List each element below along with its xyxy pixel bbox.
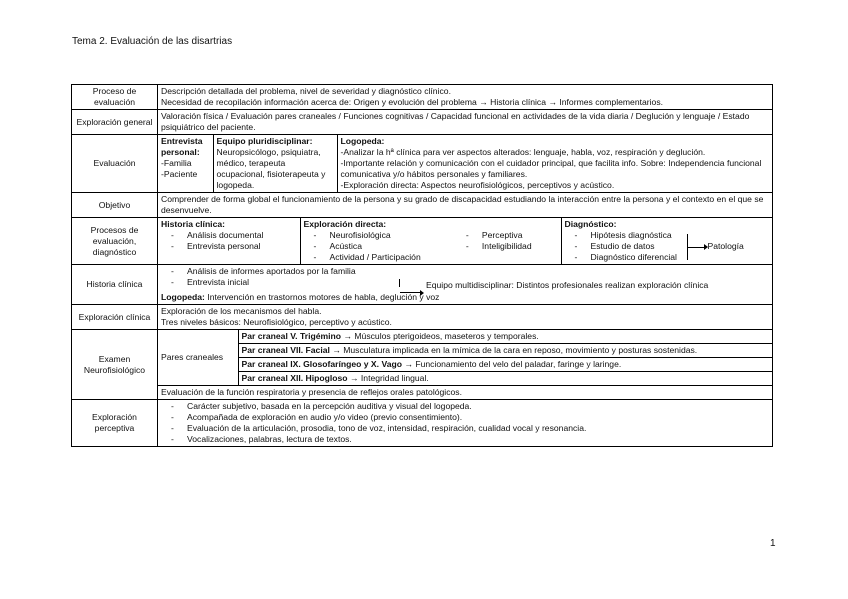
text-line: -Analizar la hª clínica para ver aspectos alterados: lenguaje, habla, voz, respiración y deglución. [340,147,706,157]
par-craneal: Par craneal XII. Hipogloso → Integridad lingual. [238,372,772,386]
equipo-title: Equipo pluridisciplinar: [216,136,313,146]
list-item: - Actividad / Participación [304,252,456,263]
list-item-text: - Entrevista inicial [187,277,250,287]
arrow-right-icon [688,244,708,250]
list-item [161,277,769,291]
logopeda-cell [337,135,772,192]
list-item: - Análisis de informes aportados por la familia [161,266,769,277]
diagnostico-title: Diagnóstico: [564,219,617,229]
par-craneal: Par craneal IX. Glosofaríngeo y X. Vago → Funcionamiento del velo del paladar, faringe y laringe. [238,358,772,372]
par-craneal: Par craneal V. Trigémino → Músculos pterigoideos, maseteros y temporales. [238,330,772,344]
entrevista-title: Entrevista personal: [161,136,203,157]
row-evaluacion [72,135,773,193]
row-label: Exploración perceptiva [72,400,158,447]
list-item: - Vocalizaciones, palabras, lectura de textos. [161,434,769,445]
list-item: - Perceptiva [456,230,558,241]
equipo-cell [213,135,337,192]
list-item: - Hipótesis diagnóstica [565,230,681,241]
page-number: 1 [770,538,776,549]
list-item: -Paciente [161,169,198,179]
examen-footer: Evaluación de la función respiratoria y presencia de reflejos orales patológicos. [158,386,772,400]
list-item: - Acompañada de exploración en audio y/o video (previo consentimiento). [161,412,769,423]
patologia-label: Patología [707,241,744,251]
row-objetivo [72,193,773,218]
row-label: Proceso de evaluación [72,85,158,110]
row-procesos [72,218,773,265]
list-item: -Familia [161,158,192,168]
arrow-right-icon [399,277,424,291]
row-label: Procesos de evaluación, diagnóstico [72,218,158,265]
evaluation-table [71,84,773,447]
row-proceso [72,85,773,110]
list-item: - Diagnóstico diferencial [565,252,681,263]
row-label: Exploración general [72,110,158,135]
text-line: Descripción detallada del problema, nivel de severidad y diagnóstico clínico. [161,86,451,96]
equipo-text: Equipo multidisciplinar: Distintos profesionales realizan exploración clínica [426,280,709,290]
exploracion-title: Exploración directa: [303,219,387,229]
text-line: Necesidad de recopilación información acerca de: Origen y evolución del problema → Historia clínica → Informes complementarios. [161,97,664,107]
row-historia-clinica [72,265,773,305]
list-item: - Estudio de datos [565,241,681,252]
page-header: Tema 2. Evaluación de las disartrias [72,36,233,47]
text-block: Valoración física / Evaluación pares craneales / Funciones cognitivas / Capacidad funcional en actividades de la vida diaria / Deglución y lenguaje / Estado psiquiátrico del paciente. [158,110,773,135]
logopeda-text: Intervención en trastornos motores de habla, deglución y voz [204,292,440,302]
logopeda-title: Logopeda: [161,292,205,302]
row-label: Objetivo [72,193,158,218]
row-perceptiva [72,400,773,447]
row-label: Examen Neurofisiológico [72,330,158,400]
historia-cell [158,218,300,264]
historia-title: Historia clínica: [161,219,225,229]
pares-label: Pares craneales [158,330,238,386]
list-item: - Entrevista personal [161,241,297,252]
row-exploracion-general [72,110,773,135]
text-line: -Exploración directa: Aspectos neurofisiológicos, perceptivos y acústico. [340,180,615,190]
list-item: - Inteligibilidad [456,241,558,252]
entrevista-cell [158,135,213,192]
list-item: - Neurofisiológica [304,230,456,241]
row-label: Evaluación [72,135,158,193]
logopeda-title: Logopeda: [340,136,385,146]
text-line: Tres niveles básicos: Neurofisiológico, perceptivo y acústico. [161,317,392,327]
list-item: - Análisis documental [161,230,297,241]
text-line: -Importante relación y comunicación con el cuidador principal, que facilita info. Sobre: Independencia funcional comunicativa y/o hábitos personales y familiares. [340,158,762,179]
list-item: - Evaluación de la articulación, prosodia, tono de voz, intensidad, respiración, cualidad vocal y resonancia. [161,423,769,434]
text-block: Comprender de forma global el funcionamiento de la persona y su grado de discapacidad estudiando la interacción entre la persona y el contexto en el que se desenvuelve. [158,193,773,218]
row-label: Historia clínica [72,265,158,305]
row-label: Exploración clínica [72,305,158,330]
diagnostico-cell [561,218,772,264]
equipo-text: Neuropsicólogo, psiquiatra, médico, terapeuta ocupacional, fisioterapeuta y logopeda. [216,147,326,190]
exploracion-cell [300,218,561,264]
row-exploracion-clinica [72,305,773,330]
par-craneal: Par craneal VII. Facial → Musculatura implicada en la mímica de la cara en reposo, movimiento y posturas sostenidas. [238,344,772,358]
row-examen [72,330,773,400]
list-item: - Carácter subjetivo, basada en la percepción auditiva y visual del logopeda. [161,401,769,412]
list-item: - Acústica [304,241,456,252]
text-line: Exploración de los mecanismos del habla. [161,306,322,316]
